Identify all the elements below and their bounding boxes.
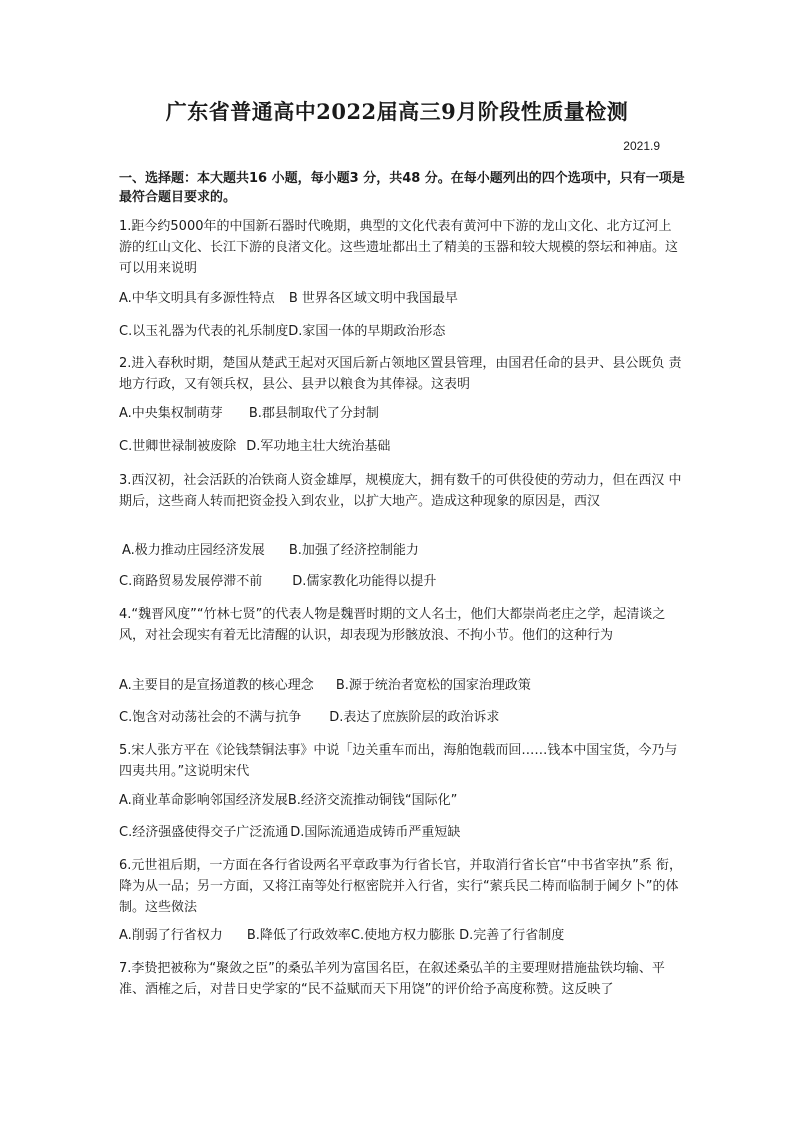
question-2-stem: 2.进入春秋时期，楚国从楚武王起对灭国后新占领地区置县管理，由国君任命的县尹、县公既负 责地方行政，又有领兵权，县公、县尹以粮食为其俸禄。这表明 [119, 356, 682, 392]
question-5-stem: 5.宋人张方平在《论钱禁铜法事》中说「边关重车而出，海舶饱载而回……钱本中国宝货，今乃与四夷共用。”这说明宋代 [119, 743, 678, 779]
question-6-option-a: A.削弱了行省权力 [119, 928, 223, 943]
question-1-option-a: A.中华文明具有多源性特点 [119, 291, 275, 306]
question-4-option-c: C.饱含对动荡社会的不满与抗争 [119, 710, 302, 725]
exam-date: 2021.9 [623, 139, 660, 153]
question-4-stem: 4.“魏晋风度”“竹林七贤”的代表人物是魏晋时期的文人名士，他们大都崇尚老庄之学，起清谈之风，对社会现实有着无比清醒的认识，却表现为形骸放浪、不拘小节。他们的这种行为 [119, 607, 666, 643]
question-3-option-c: C.商路贸易发展停滞不前 [119, 574, 263, 589]
question-3-options-row-1 [122, 541, 692, 561]
question-3-options-row-2 [119, 572, 689, 592]
question-4-option-a: A.主要目的是宣扬道教的核心理念 [119, 678, 314, 693]
question-6-stem: 6.元世祖后期，一方面在各行省设两名平章政事为行省长官，并取消行省长官“中书省宰执”系 衔，降为从一品；另一方面，又将江南等处行枢密院并入行省，实行“萦兵民二梼而临制于阃夕卜”的体制。这些傚法 [119, 858, 683, 915]
question-2-options-row-1 [119, 404, 689, 424]
question-1-option-c: C.以玉礼器为代表的礼乐制度 [119, 324, 289, 339]
section-heading: 一、选择题：本大题共16 小题，每小题3 分，共48 分。在每小题列出的四个选项中，只有一项是 最符合题目要求的。 [119, 171, 685, 205]
question-1-option-d: D.家国一体的早期政治形态 [288, 324, 446, 339]
question-1-option-b: B 世界各区域文明中我国最早 [288, 291, 458, 306]
question-3-option-b: B.加强了经济控制能力 [288, 543, 419, 558]
question-1-options-row-2 [119, 322, 689, 342]
question-1-stem: 1.距今约5000年的中国新石器时代晚期，典型的文化代表有黄河中下游的龙山文化、北方辽河上游的红山文化、长江下游的良渚文化。这些遗址都出土了精美的玉器和较大规模的祭坛和神庙。这可以用来说明 [119, 219, 679, 276]
exam-title: 广东省普通高中2022届高三9月阶段性质量检测 [165, 99, 629, 124]
question-7-stem: 7.李贽把被称为“聚敛之臣”的桑弘羊列为富国名臣，在叙述桑弘羊的主要理财措施盐铁均输、平准、酒榷之后，对昔日史学家的“民不益赋而天下用饶”的评价给予高度称赞。这反映了 [119, 961, 665, 997]
question-5-option-a: A.商业革命影响邻国经济发展 [119, 793, 288, 808]
question-5-options-row-1 [119, 791, 689, 811]
question-6-options-row [119, 926, 689, 946]
question-2-option-b: B.郡县制取代了分封制 [248, 406, 379, 421]
question-3-option-d: D.儒家教化功能得以提升 [292, 574, 437, 589]
question-2-options-row-2 [119, 437, 689, 457]
question-4-option-b: B.源于统治者宽松的国家治理政策 [335, 678, 531, 693]
question-5-option-d: D.国际流通造成铸币严重短缺 [290, 825, 461, 840]
question-4-options-row-2 [119, 708, 689, 728]
question-5-options-row-2 [119, 823, 689, 843]
question-3-stem: 3.西汉初，社会活跃的冶铁商人资金雄厚，规模庞大，拥有数千的可供役使的劳动力，但在西汉 中期后，这些商人转而把资金投入到农业，以扩大地产。造成这种现象的原因是，西汉 [119, 473, 682, 509]
question-6-option-d: D.完善了行省制度 [459, 928, 565, 943]
question-4-options-row-1 [119, 676, 689, 696]
question-1-options-row-1 [119, 289, 689, 309]
question-6-option-c: C.使地方权力膨胀 [350, 928, 456, 943]
question-2-option-c: C.世卿世禄制被废除 [119, 439, 237, 454]
question-4-option-d: D.表达了庶族阶层的政治诉求 [329, 710, 500, 725]
question-2-option-a: A.中央集权制萌芽 [119, 406, 223, 421]
question-2-option-d: D.军功地主壮大统治基础 [246, 439, 391, 454]
question-3-option-a: A.极力推动庄园经济发展 [122, 543, 265, 558]
question-5-option-b: B.经济交流推动铜钱“国际化” [287, 793, 458, 808]
question-6-option-b: B.降低了行政效率 [246, 928, 351, 943]
question-5-option-c: C.经济强盛使得交子广泛流通 [119, 825, 289, 840]
